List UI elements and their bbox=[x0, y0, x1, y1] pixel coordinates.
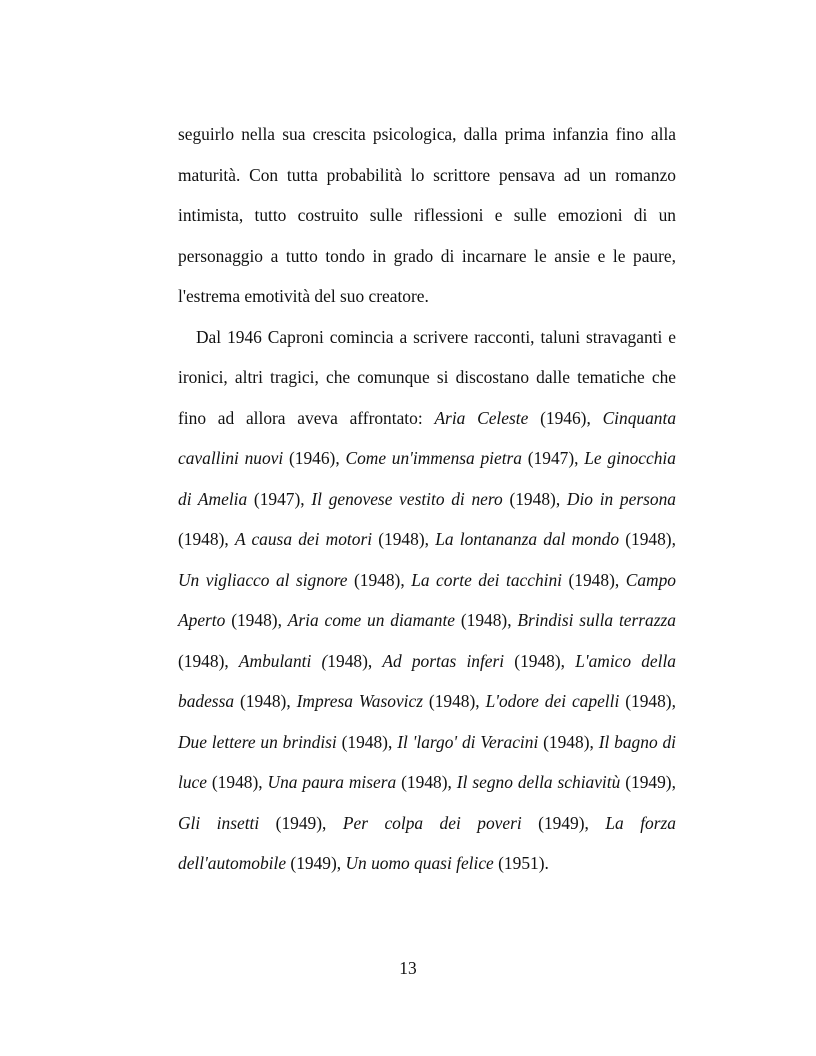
work-title: Un vigliacco al signore bbox=[178, 569, 348, 590]
work-separator: , bbox=[475, 691, 480, 711]
page-body bbox=[178, 114, 676, 884]
work-title: Ad portas inferi bbox=[382, 650, 505, 671]
work-separator: , bbox=[589, 731, 594, 752]
work-separator: , bbox=[555, 488, 561, 509]
work-title: Aria Celeste bbox=[434, 407, 529, 428]
work-separator: , bbox=[507, 610, 512, 630]
work-year: (1948) bbox=[509, 488, 556, 509]
work-year: (1947) bbox=[527, 448, 575, 468]
work-title: Dio in persona bbox=[566, 488, 676, 509]
work-year: (1948) bbox=[428, 691, 476, 711]
work-title: Per colpa dei poveri bbox=[342, 812, 522, 833]
work-separator: , bbox=[424, 529, 429, 549]
work-title: A causa dei motori bbox=[234, 529, 373, 549]
work-year: (1948) bbox=[239, 691, 287, 711]
work-title: La lontananza dal mondo bbox=[435, 529, 620, 549]
work-separator: , bbox=[286, 691, 291, 711]
work-title: Il segno della schiavitù bbox=[456, 772, 621, 792]
work-title: Un uomo quasi felice bbox=[345, 853, 494, 873]
work-year: (1948) bbox=[568, 569, 615, 590]
work-year: (1949) bbox=[290, 853, 337, 873]
work-separator: , bbox=[671, 772, 676, 792]
work-title: Campo Aperto bbox=[178, 569, 676, 630]
work-title: Il bagno di luce bbox=[178, 731, 676, 792]
work-year: 1948) bbox=[327, 650, 368, 671]
work-title: La forza dell'automobile bbox=[178, 812, 676, 873]
work-title: Impresa Wasovicz bbox=[296, 691, 423, 711]
work-title: Il 'largo' di Veracini bbox=[397, 731, 539, 752]
work-year: (1951) bbox=[498, 853, 545, 873]
work-separator: , bbox=[224, 650, 229, 671]
work-separator: , bbox=[367, 650, 373, 671]
work-separator: , bbox=[335, 448, 340, 468]
work-title: Gli insetti bbox=[178, 812, 260, 833]
work-year: (1948) bbox=[178, 650, 225, 671]
work-separator: , bbox=[300, 488, 305, 509]
work-title: Come un'immensa pietra bbox=[345, 448, 523, 468]
work-title: Due lettere un brindisi bbox=[178, 731, 337, 752]
paragraph-2-intro: Dal 1946 Caproni comincia a scrivere racconti, taluni stravaganti e ironici, altri tragici, che comunque si discostano dalle tematiche che fino ad allora aveva affrontato: bbox=[178, 326, 676, 428]
work-title: Aria come un diamante bbox=[287, 610, 455, 630]
work-title: L'odore dei capelli bbox=[485, 691, 620, 711]
work-separator: , bbox=[586, 407, 591, 428]
work-year: (1948) bbox=[543, 731, 590, 752]
work-separator: , bbox=[584, 812, 589, 833]
paragraph-1: seguirlo nella sua crescita psicologica, dalla prima infanzia fino alla maturità. Con tutta probabilità lo scrittore pensava ad un romanzo intimista, tutto costruito sulle riflessioni e sulle emozioni di un personaggio a tutto tondo in grado di incarnare le ansie e le paure, l'estrema emotività del suo creatore. bbox=[178, 124, 676, 306]
work-year: (1948) bbox=[625, 691, 672, 711]
work-year: (1948) bbox=[625, 529, 672, 549]
work-year: (1948) bbox=[514, 650, 561, 671]
work-separator: , bbox=[671, 529, 676, 549]
work-year: (1948) bbox=[401, 772, 448, 792]
work-title: Una paura misera bbox=[267, 772, 397, 792]
work-separator: , bbox=[574, 448, 579, 468]
work-title: L'amico della badessa bbox=[178, 650, 676, 711]
work-year: (1949) bbox=[275, 812, 323, 833]
work-title: Il genovese vestito di nero bbox=[311, 488, 503, 509]
work-title: La corte dei tacchini bbox=[411, 569, 563, 590]
work-title: Brindisi sulla terrazza bbox=[517, 610, 676, 630]
work-year: (1949) bbox=[538, 812, 585, 833]
work-year: (1946) bbox=[540, 407, 587, 428]
work-year: (1949) bbox=[625, 772, 672, 792]
work-year: (1946) bbox=[288, 448, 336, 468]
work-title: Ambulanti ( bbox=[238, 650, 328, 671]
works-list bbox=[178, 408, 676, 874]
work-title: Cinquanta cavallini nuovi bbox=[178, 407, 677, 468]
work-year: (1948) bbox=[460, 610, 508, 630]
work-year: (1948) bbox=[211, 772, 259, 792]
work-separator: , bbox=[560, 650, 566, 671]
work-separator: , bbox=[671, 691, 676, 711]
work-separator: , bbox=[400, 569, 405, 590]
work-year: (1948) bbox=[378, 529, 425, 549]
work-year: (1948) bbox=[231, 610, 278, 630]
work-year: (1948) bbox=[353, 569, 401, 590]
work-separator: . bbox=[544, 853, 549, 873]
paragraph-2 bbox=[178, 317, 676, 884]
work-separator: , bbox=[447, 772, 452, 792]
work-year: (1948) bbox=[341, 731, 388, 752]
work-separator: , bbox=[322, 812, 327, 833]
work-year: (1947) bbox=[253, 488, 301, 509]
work-separator: , bbox=[387, 731, 393, 752]
work-separator: , bbox=[614, 569, 620, 590]
work-year: (1948) bbox=[178, 529, 225, 549]
work-separator: , bbox=[224, 529, 229, 549]
work-title: Le ginocchia di Amelia bbox=[178, 448, 676, 509]
page-number: 13 bbox=[399, 958, 417, 978]
work-separator: , bbox=[336, 853, 342, 873]
work-separator: , bbox=[258, 772, 263, 792]
work-separator: , bbox=[277, 610, 282, 630]
